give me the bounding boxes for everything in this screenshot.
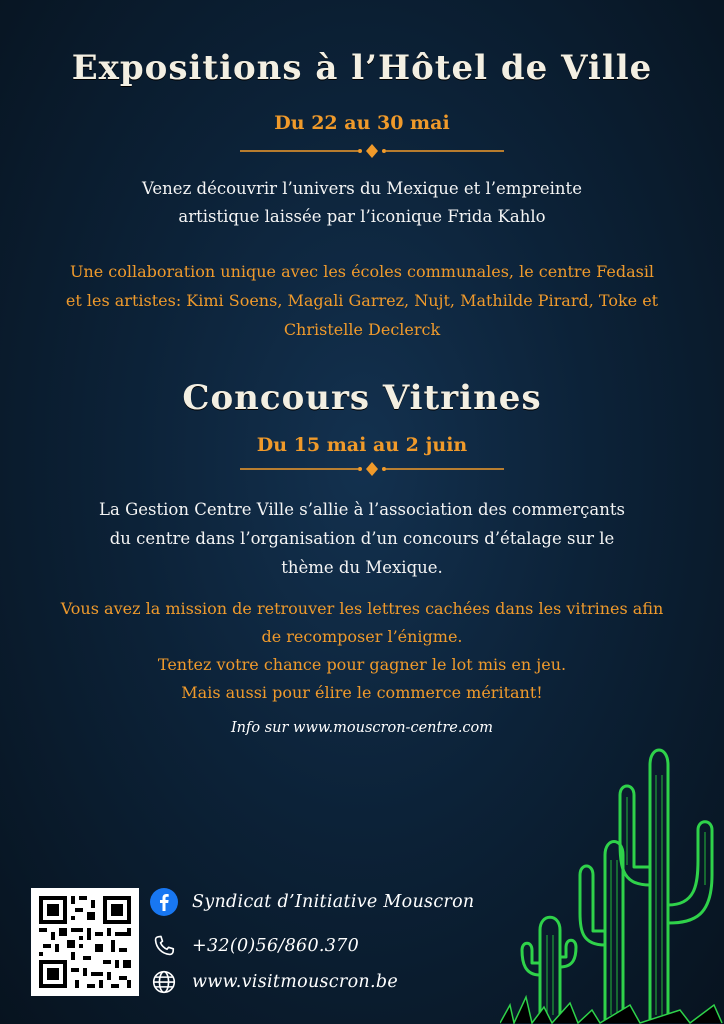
phone-icon — [150, 932, 178, 960]
expo-intro-line-1: Venez découvrir l’univers du Mexique et l’empreinte — [142, 179, 582, 198]
concours-mission-line-1: Vous avez la mission de retrouver les lettres cachées dans les vitrines afin — [60, 599, 664, 618]
expo-title: Expositions à l’Hôtel de Ville — [71, 48, 653, 88]
expo-collab-line-3: Christelle Declerck — [283, 320, 441, 339]
expo-collab-line-1: Une collaboration unique avec les écoles communales, le centre Fedasil — [69, 262, 655, 281]
expo-intro-line-2: artistique laissée par l’iconique Frida Kahlo — [178, 207, 546, 226]
concours-desc-line-1: La Gestion Centre Ville s’allie à l’association des commerçants — [99, 500, 625, 519]
concours-mission-line-3: Tentez votre chance pour gagner le lot mis en jeu. — [157, 655, 567, 674]
facebook-icon — [150, 888, 178, 916]
concours-mission-line-4: Mais aussi pour élire le commerce méritant! — [181, 683, 543, 702]
contact-phone[interactable] — [150, 932, 359, 960]
ornament-divider-1 — [240, 142, 504, 164]
cactus-illustration — [500, 735, 724, 1024]
contact-facebook[interactable] — [150, 888, 475, 916]
concours-date: Du 15 mai au 2 juin — [256, 434, 468, 456]
contact-website[interactable] — [150, 968, 398, 996]
qr-code[interactable] — [31, 888, 139, 996]
concours-desc-line-3: thème du Mexique. — [281, 558, 443, 577]
ornament-divider-2 — [240, 460, 504, 482]
expo-date: Du 22 au 30 mai — [274, 112, 450, 134]
concours-mission-line-2: de recomposer l’énigme. — [261, 627, 463, 646]
concours-title: Concours Vitrines — [182, 378, 542, 418]
globe-icon — [150, 968, 178, 996]
expo-collab-line-2: et les artistes: Kimi Soens, Magali Garrez, Nujt, Mathilde Pirard, Toke et — [65, 291, 659, 310]
concours-desc-line-2: du centre dans l’organisation d’un concours d’étalage sur le — [109, 529, 615, 548]
qr-code-pattern — [31, 888, 139, 996]
phone-number: +32(0)56/860.370 — [192, 936, 360, 956]
website-url: www.visitmouscron.be — [192, 972, 398, 992]
info-link[interactable]: Info sur www.mouscron-centre.com — [230, 720, 494, 736]
facebook-label: Syndicat d’Initiative Mouscron — [192, 892, 475, 912]
